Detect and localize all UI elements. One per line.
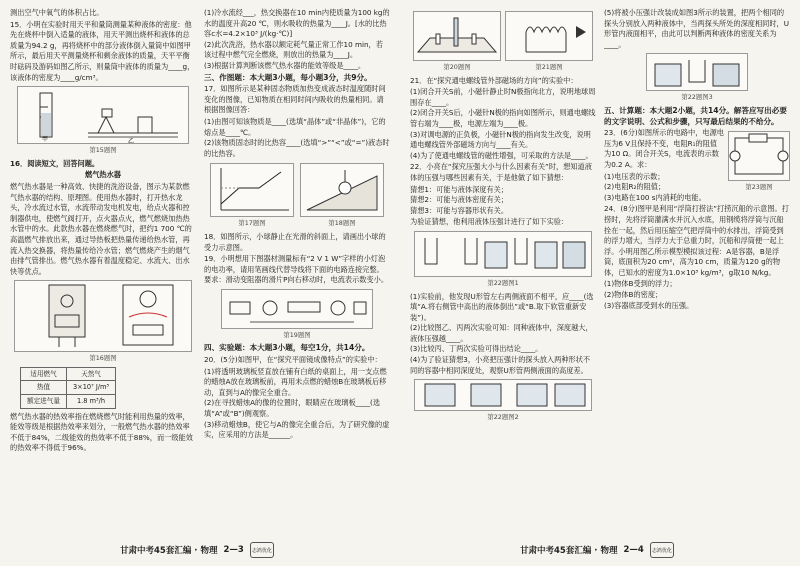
figure-15 bbox=[17, 86, 189, 144]
table-cell: 天然气 bbox=[66, 367, 115, 381]
section-3-heading: 三、作图题：本大题3小题，每小题3分，共9分。 bbox=[204, 72, 372, 82]
question-17: 17．如图所示是某种固态物质加热变成液态时温度随时间变化的图像，已知物质在相同时间内吸收的热量相同。请根据图像回答： bbox=[204, 84, 386, 115]
figure-22-gauge-3 bbox=[646, 53, 748, 91]
svg-text:甲: 甲 bbox=[42, 136, 49, 144]
article-tail: 燃气热水器的热效率指在燃烧燃气时能利用热量的效率，能效等级是根据热效率来划分，一般燃气热水器的热效率不低于84%，二级能效的热效率不低于88%，而一级能效的热效率不得低于96%。 bbox=[10, 411, 193, 453]
question-20-subquestions: (1)将透明玻璃板竖直放在铺有白纸的桌面上，用一支点燃的蜡烛A放在玻璃板前，再用未点燃的蜡烛B在玻璃板后移动，直到与A的像完全重合。 (2)在寻找蜡烛A的像的位置时，眼睛应在玻璃板____(选填“A”或“B”)侧观察。 (3)移动蜡烛B，使它与A的像完全重合后，为了研究像的虚实，应采用的方法是______。 bbox=[204, 366, 390, 440]
question-23-block bbox=[604, 128, 790, 204]
question-24: 24．(8分)图甲是利用“浮筒打捞法”打捞沉船的示意图。打捞时，先将浮筒灌满水并沉入水底，用钢缆将浮筒与沉船拴在一起，然后用压缩空气把浮筒中的水排出，浮筒受到的浮力增大，当浮力大于总重力时，沉船和浮筒便一起上浮。小明用图乙所示模型模拟该过程：A是容器，B是浮筒，底面积为20 cm²，高为10 cm，质量为120 g的物体，已知水的密度为1.0×10³ kg/m³，g取10 N/kg。 bbox=[604, 204, 789, 277]
figure-23-caption: 第23题图 bbox=[745, 183, 773, 192]
figure-19-circuit bbox=[221, 289, 373, 329]
question-24-subquestions: (1)物体B受到的浮力； (2)物体B的密度； (3)容器底部受到水的压强。 bbox=[604, 279, 694, 310]
figure-17-graph bbox=[210, 163, 294, 217]
left-column-2 bbox=[204, 8, 390, 530]
question-19: 19．小明想用下图器材测量标有“2 V 1 W”字样的小灯泡的电功率，请用笔画线代替导线将下面的电路连接完整。要求：滑动变阻器的滑片P向右移动时，电流表示数变小。 bbox=[204, 254, 389, 285]
table-cell: 热值 bbox=[21, 381, 67, 395]
left-footer bbox=[120, 540, 274, 560]
figure-21-solenoid bbox=[505, 11, 593, 61]
figure-16-caption: 第16题图 bbox=[89, 354, 117, 363]
figures-17-18 bbox=[204, 160, 390, 232]
question-23-subquestions: (1)电压表的示数； (2)电阻R₂的阻值； (3)电路在100 s内消耗的电能。 bbox=[604, 171, 706, 202]
table-cell: 额定进气量 bbox=[21, 395, 67, 409]
question-20: 20．(5分)如图甲，在“探究平面镜成像特点”的实验中： bbox=[204, 355, 382, 365]
figure-22b-caption: 第22题图2 bbox=[487, 413, 519, 422]
publisher-logo-icon: 志鸿优化 bbox=[250, 542, 274, 558]
table-cell: 1.8 m³/h bbox=[66, 395, 115, 409]
question-22-part-5: (5)将被小压强计改装成如图3所示的装置，把两个相同的探头分别放入两种液体中，当两探头所处的深度相同时，U形管内液面相平，由此可以判断两种液体的密度关系为____。 bbox=[604, 8, 789, 49]
figure-20-caption: 第20题图 bbox=[443, 63, 471, 71]
question-22-hypotheses: 猜想1：可能与液体深度有关； 猜想2：可能与液体密度有关； 猜想3：可能与容器形状有关。 bbox=[410, 184, 509, 215]
question-22-method: 为验证猜想，他利用液体压强计进行了如下实验： bbox=[410, 217, 569, 227]
left-column-1 bbox=[10, 8, 196, 530]
question-17-subquestions: (1)由图可知该物质是____(选填“晶体”或“非晶体”)，它的熔点是____℃。 (2)该物质固态时的比热容____(选填“>”“<”或“=”)液态时的比热容。 bbox=[204, 116, 390, 158]
question-18: 18．如图所示，小球静止在光滑的斜面上，请画出小球的受力示意图。 bbox=[204, 231, 386, 252]
figure-22a-caption: 第22题图1 bbox=[487, 278, 519, 287]
figure-20-mirror bbox=[413, 11, 501, 61]
figures-20-21 bbox=[410, 8, 596, 76]
question-16-subquestions: (1)冷水流经___，热交换器在10 min内使质量为100 kg的水的温度升高20 ℃，则水吸收的热量为____J。[水的比热容c水=4.2×10³ J/(kg·℃)] (2)此次洗浴，热水器以额定耗气量正常工作10 min，若该过程中燃气完全燃烧，则放出的热量为____J。 (3)根据计算判断该燃气热水器的能效等级是____。 bbox=[204, 8, 390, 70]
figure-18-incline bbox=[300, 163, 384, 217]
footer-page-number: 2—4 bbox=[623, 545, 644, 555]
publisher-logo-icon: 志鸿优化 bbox=[650, 542, 674, 558]
figure-19-caption: 第19题图 bbox=[283, 330, 311, 339]
section-4-heading: 四、实验题：本大题3小题，每空1分，共14分。 bbox=[204, 343, 370, 353]
figure-22c-caption: 第22题图3 bbox=[681, 93, 713, 102]
question-15: 15．小明在实验时用天平和量筒测量某种液体的密度：他先在烧杯中倒入适量的液体，用天平测出烧杯和液体的总质量为94.2 g，再将烧杯中的部分液体倒入量筒中如图甲所示，最后用天平测量烧杯和剩余液体的质量，天平平衡时砝码及游码如图乙所示，则量筒中液体的质量为____g，该液体的密度为____g/cm³。 bbox=[10, 19, 195, 82]
right-page bbox=[400, 0, 800, 566]
footer-title: 甘肃中考45套汇编 · 物理 bbox=[520, 546, 618, 556]
question-22: 22．小亮在“探究压强大小与什么因素有关”时，想知道液体的压强与哪些因素有关，于是他做了如下猜想： bbox=[410, 162, 592, 182]
question-16: 16．阅读短文，回答问题。 bbox=[10, 158, 100, 168]
question-21: 21．在“探究通电螺线管外部磁场的方向”的实验中： bbox=[410, 75, 578, 85]
article-title: 燃气热水器 bbox=[85, 170, 121, 180]
figure-16 bbox=[14, 280, 192, 352]
footer-page-number: 2—3 bbox=[223, 545, 244, 555]
figure-17-caption: 第17题图 bbox=[238, 219, 266, 228]
table-cell: 适用燃气 bbox=[21, 367, 67, 381]
figure-22-containers bbox=[414, 379, 592, 411]
fuel-table bbox=[20, 367, 116, 409]
figure-23-circuit bbox=[728, 131, 790, 181]
right-footer bbox=[520, 540, 674, 560]
figure-18-caption: 第18题图 bbox=[328, 219, 356, 228]
article-body: 燃气热水器是一种高效、快捷的洗浴设备，图示为某款燃气热水器的结构、原理图。使用热水器时，打开热水龙头，冷水流过水管，水流带动发电机发电，给点火器和控制器供电，使燃气阀打开，点火器点火，燃气燃烧加热热水管中的水。此款热水器在燃烧燃气时，把约1 700 ℃的高温燃气排放出来，通过导热板把热量传递给热水管，再流入热交换器，将热量传给冷水管；燃气燃烧产生的烟气由排气管排出。燃气热水器有着温度稳定、水流大、出水快等优点。 bbox=[10, 181, 192, 276]
figure-15-caption: 第15题图 bbox=[89, 146, 117, 155]
question-23: 23．(6分)如图所示的电路中，电源电压为6 V且保持不变，电阻R₁的阻值为10 Ω。闭合开关S，电流表的示数为0.2 A。求： bbox=[604, 128, 724, 169]
table-cell: 3×10⁷ J/m³ bbox=[66, 381, 115, 395]
carryover-text: 测出空气中氧气的体积占比。 bbox=[10, 8, 104, 17]
right-column-1 bbox=[410, 8, 596, 530]
question-21-subquestions: (1)闭合开关S前，小磁针静止时N极指向北方，说明地球周围存在____。 (2)闭合开关S后，小磁针N极的指向如图所示，则通电螺线管右端为____极，电源左端为____极。 (3)对调电源的正负极，小磁针N极的指向发生改变，说明通电螺线管外部磁场方向与____有关。 (4)为了使通电螺线管的磁性增强，可采取的方法是____。 bbox=[410, 87, 596, 160]
section-5-heading: 五、计算题：本大题2小题，共14分。解答应写出必要的文字说明、公式和步骤，只写最后结果的不给分。 bbox=[604, 105, 787, 126]
svg-text:乙: 乙 bbox=[128, 138, 135, 144]
figure-22-pressure-gauges bbox=[414, 231, 592, 277]
question-22-subquestions: (1)实验前，他发现U形管左右两侧液面不相平，应____(选填“A.将右侧管中高出的液体倒出”或“B.取下软管重新安装”)。 (2)比较图乙、丙两次实验可知：同种液体中，深度越大，液体压强越____。 (3)比较丙、丁两次实验可得出结论____。 (4)为了验证猜想3，小亮把压强计的探头放入两种形状不同的容器中相同深度处，观察U形管两侧液面的高度差。 bbox=[410, 291, 594, 375]
figure-21-caption: 第21题图 bbox=[535, 63, 563, 71]
right-column-2 bbox=[604, 8, 790, 530]
footer-title: 甘肃中考45套汇编 · 物理 bbox=[120, 546, 218, 556]
